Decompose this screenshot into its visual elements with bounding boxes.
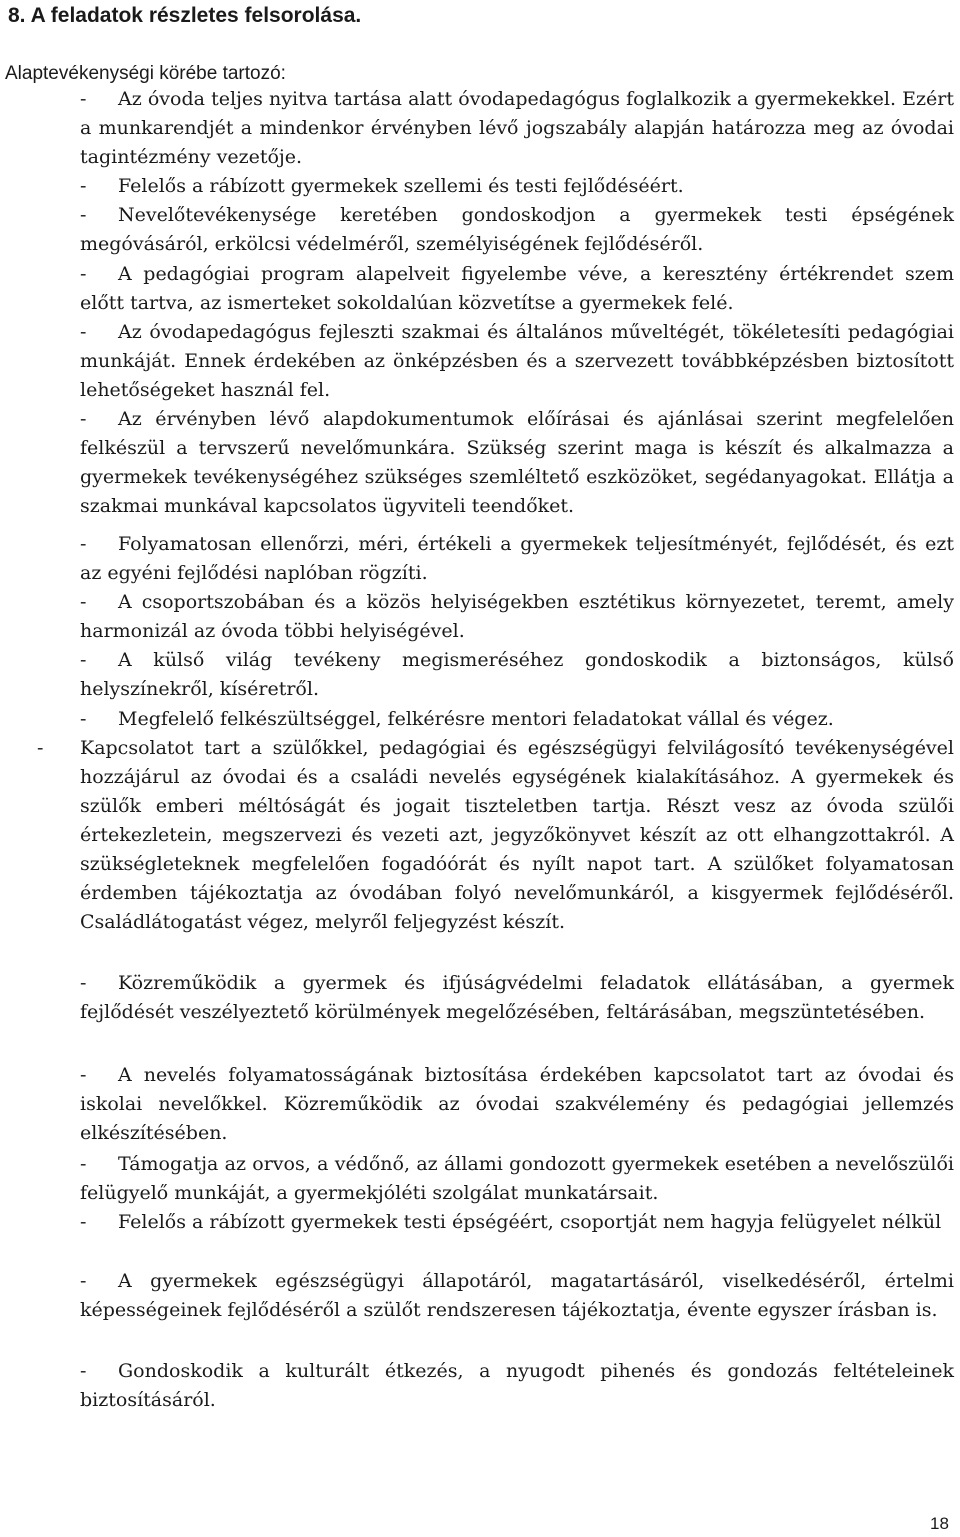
list-item (80, 1150, 954, 1208)
list-item (80, 1061, 954, 1148)
list-item (80, 1208, 954, 1237)
list-dash: - (80, 88, 87, 110)
list-dash: - (80, 972, 87, 994)
list-item (80, 969, 954, 1027)
list-dash: - (80, 649, 87, 671)
list-item-text: Az óvodapedagógus fejleszti szakmai és általános műveltégét, tökéletesíti pedagógiai munkáját. Ennek érdekében az önképzésben és a szervezett továbbképzésben biztosított lehetőségeket használ fel. (80, 321, 954, 401)
list-dash: - (80, 708, 87, 730)
list-item-text: Nevelőtevékenysége keretében gondoskodjon a gyermekek testi épségének megóvásáról, erkölcsi védelméről, személyiségének fejlődéséről. (80, 204, 954, 255)
list-dash: - (80, 1211, 87, 1233)
list-dash: - (80, 175, 87, 197)
list-item (80, 201, 954, 259)
list-item-text: Gondoskodik a kulturált étkezés, a nyugodt pihenés és gondozás feltételeinek biztosításáról. (80, 1360, 954, 1411)
list-item-text: Felelős a rábízott gyermekek testi épségéért, csoportját nem hagyja felügyelet nélkül (118, 1211, 942, 1233)
list-dash: - (80, 204, 87, 226)
list-item-text: A csoportszobában és a közös helyiségekben esztétikus környezetet, teremt, amely harmonizál az óvoda többi helyiségével. (80, 591, 954, 642)
list-item-text: Közreműködik a gyermek és ifjúságvédelmi feladatok ellátásában, a gyermek fejlődését veszélyeztető körülmények megelőzésében, feltárásában, megszüntetésében. (80, 972, 954, 1023)
list-item (80, 705, 954, 734)
list-dash: - (80, 263, 87, 285)
list-item (80, 172, 954, 201)
list-item-text: A gyermekek egészségügyi állapotáról, magatartásáról, viselkedéséről, értelmi képességeinek fejlődéséről a szülőt rendszeresen tájékoztatja, évente egyszer írásban is. (80, 1270, 954, 1321)
list-item (80, 318, 954, 405)
list-item-text: Az óvoda teljes nyitva tartása alatt óvodapedagógus foglalkozik a gyermekekkel. Ezért a munkarendjét a mindenkor érvényben lévő jogszabály alapján határozza meg az óvodai tagintézmény vezetője. (80, 88, 954, 168)
list-item-text: Megfelelő felkészültséggel, felkérésre mentori feladatokat vállal és végez. (118, 708, 834, 730)
list-item (80, 260, 954, 318)
list-item-text: A külső világ tevékeny megismeréséhez gondoskodik a biztonságos, külső helyszínekről, kíséretről. (80, 649, 954, 700)
list-dash: - (80, 1153, 87, 1175)
outer-list-dash: - (37, 737, 44, 759)
list-dash: - (80, 321, 87, 343)
list-dash: - (80, 591, 87, 613)
list-item (80, 405, 954, 521)
list-item-text: Felelős a rábízott gyermekek szellemi és testi fejlődéséért. (118, 175, 684, 197)
list-item-text: Támogatja az orvos, a védőnő, az állami gondozott gyermekek esetében a nevelőszülői felügyelő munkáját, a gyermekjóléti szolgálat munkatársait. (80, 1153, 954, 1204)
list-item (80, 588, 954, 646)
list-item-text: A nevelés folyamatosságának biztosítása érdekében kapcsolatot tart az óvodai és iskolai nevelőkkel. Közreműködik az óvodai szakvélemény és pedagógiai jellemzés elkészítésében. (80, 1064, 954, 1144)
list-item (80, 85, 954, 172)
list-dash: - (80, 408, 87, 430)
outer-list-item-text: Kapcsolatot tart a szülőkkel, pedagógiai és egészségügyi felvilágosító tevékenységével hozzájárul az óvodai és a családi nevelés egységének kialakításához. A gyermekek és szülők emberi méltóságát és jogait tiszteletben tartja. Részt vesz az óvoda szülői értekezletein, megszervezi és vezeti azt, jegyzőkönyvet készít az ott elhangzottakról. A szükségleteknek megfelelően fogadóórát és nyílt napot tart. A szülőket folyamatosan érdemben tájékoztatja az óvodában folyó nevelőmunkáról, a kisgyermek fejlődéséről. Családlátogatást végez, melyről feljegyzést készít. (80, 737, 954, 933)
list-item (80, 646, 954, 704)
list-item (80, 1267, 954, 1325)
list-item-text: Az érvényben lévő alapdokumentumok előírásai és ajánlásai szerint megfelelően felkészül a tervszerű nevelőmunkára. Szükség szerint maga is készít és alkalmazza a gyermekek tevékenységéhez szükséges szemléltető eszközöket, segédanyagokat. Ellátja a szakmai munkával kapcsolatos ügyviteli teendőket. (80, 408, 954, 517)
list-item (80, 1357, 954, 1415)
list-dash: - (80, 1270, 87, 1292)
list-item-text: Folyamatosan ellenőrzi, méri, értékeli a gyermekek teljesítményét, fejlődését, és ezt az egyéni fejlődési naplóban rögzíti. (80, 533, 954, 584)
list-dash: - (80, 1360, 87, 1382)
list-item (80, 530, 954, 588)
page-number: 18 (930, 1514, 949, 1533)
list-dash: - (80, 533, 87, 555)
intro-line: Alaptevékenységi körébe tartozó: (5, 63, 286, 84)
list-item-text: A pedagógiai program alapelveit figyelembe véve, a keresztény értékrendet szem előtt tartva, az ismerteket sokoldalúan közvetítse a gyermekek felé. (80, 263, 954, 314)
section-heading: 8. A feladatok részletes felsorolása. (8, 4, 362, 27)
outer-list-item (80, 734, 954, 937)
list-dash: - (80, 1064, 87, 1086)
